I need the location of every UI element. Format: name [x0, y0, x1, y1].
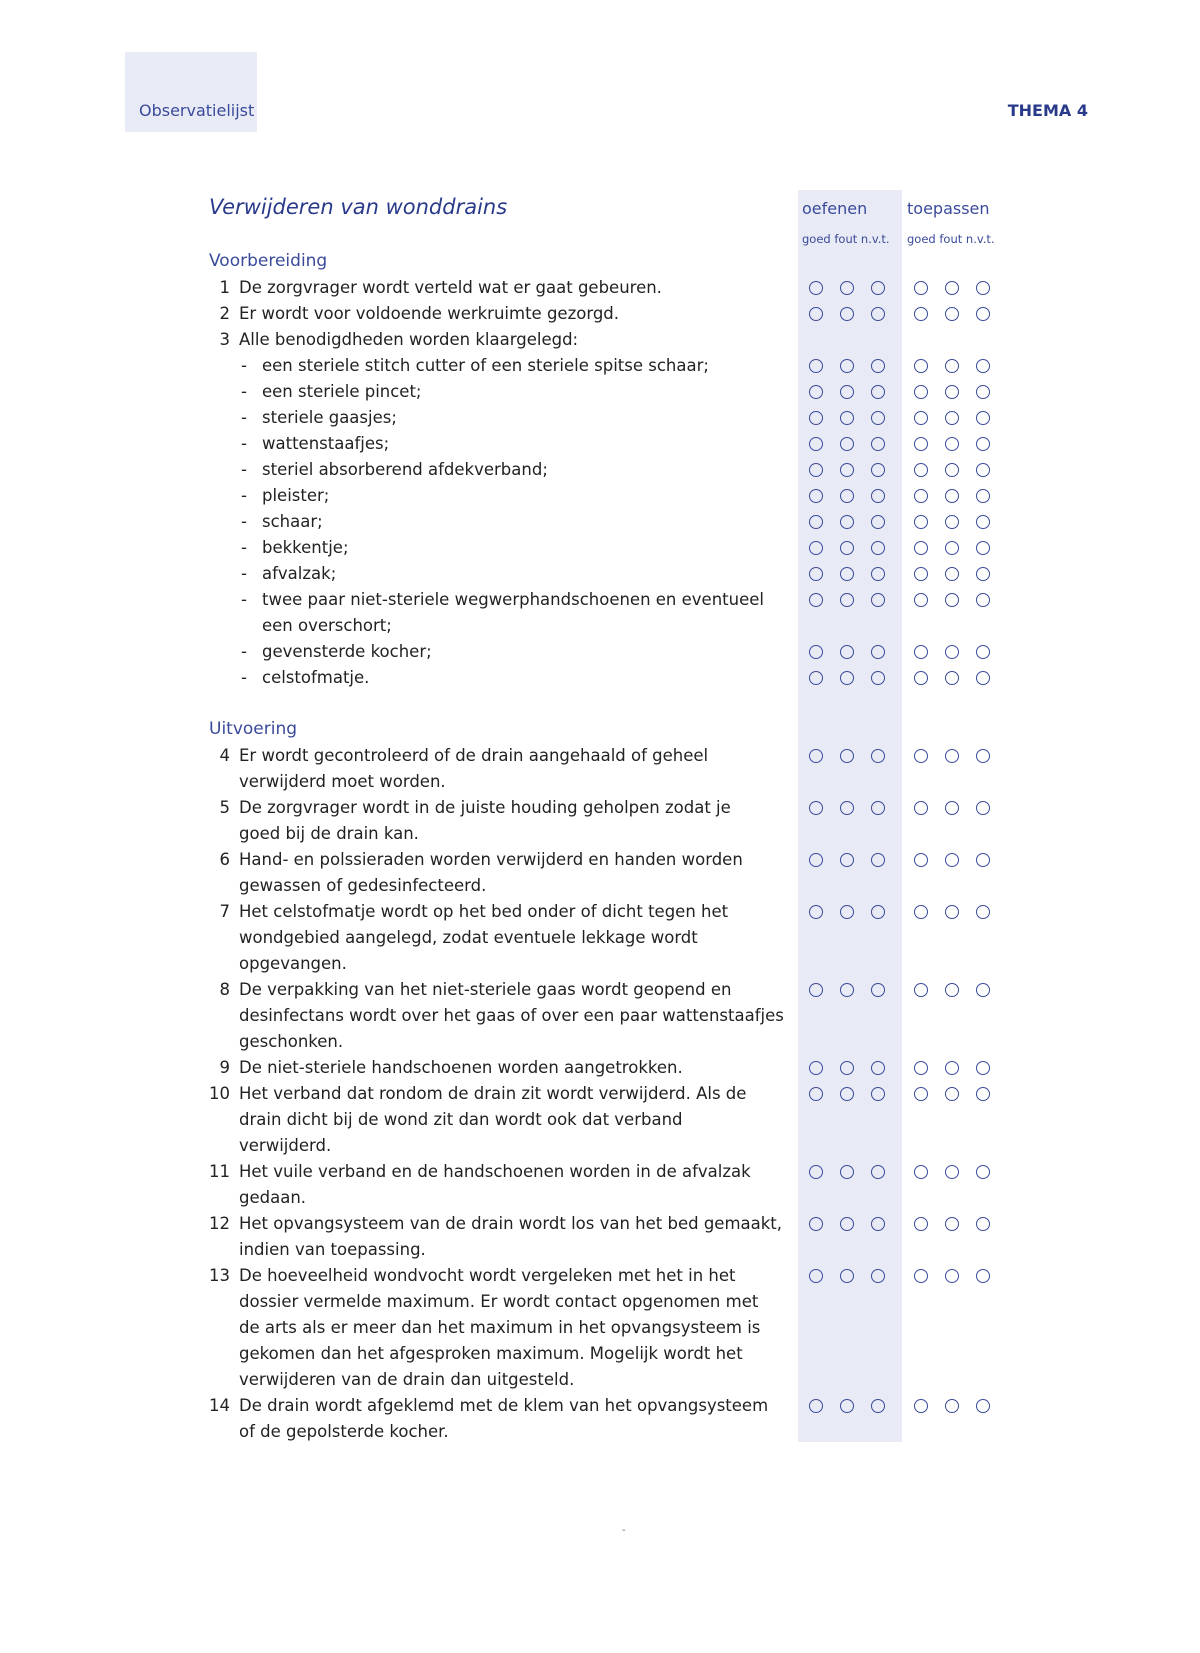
checklist-subitem [0, 509, 1200, 535]
bullet-dash: - [241, 642, 247, 661]
item-text: De hoeveelheid wondvocht wordt vergeleken met het in het dossier vermelde maximum. Er wordt contact opgenomen met de arts als er meer dan het maximum in het opvangsysteem is gekomen dan het afgesproken maximum. Mogelijk wordt het verwijderen van de drain dan uitgesteld. [239, 1266, 761, 1389]
page-title: Verwijderen van wonddrains [209, 195, 508, 219]
radio-toepassen-nvt[interactable] [976, 515, 990, 529]
radio-oefenen-fout[interactable] [840, 983, 854, 997]
checklist-item-13 [0, 1263, 1200, 1393]
radio-oefenen-fout[interactable] [840, 1269, 854, 1283]
radio-toepassen-fout[interactable] [945, 801, 959, 815]
radio-oefenen-nvt[interactable] [871, 437, 885, 451]
radio-toepassen-nvt[interactable] [976, 983, 990, 997]
radio-toepassen-fout[interactable] [945, 437, 959, 451]
radio-oefenen-fout[interactable] [840, 281, 854, 295]
checklist-subitem [0, 457, 1200, 483]
radio-toepassen-nvt[interactable] [976, 359, 990, 373]
item-text: Alle benodigdheden worden klaargelegd: [239, 330, 579, 349]
bullet-dash: - [241, 408, 247, 427]
radio-oefenen-fout[interactable] [840, 437, 854, 451]
header-tab-label: Observatielijst [139, 101, 255, 120]
item-number: 9 [219, 1058, 230, 1077]
item-text: steriele gaasjes; [262, 408, 397, 427]
radio-oefenen-fout[interactable] [840, 671, 854, 685]
column-subheads-toepassen: goed fout n.v.t. [907, 232, 995, 246]
item-text: steriel absorberend afdekverband; [262, 460, 548, 479]
radio-oefenen-fout[interactable] [840, 645, 854, 659]
radio-toepassen-goed[interactable] [914, 437, 928, 451]
radio-toepassen-nvt[interactable] [976, 385, 990, 399]
radio-oefenen-goed[interactable] [809, 411, 823, 425]
checklist-subitem [0, 353, 1200, 379]
radio-oefenen-fout[interactable] [840, 1399, 854, 1413]
radio-toepassen-goed[interactable] [914, 489, 928, 503]
item-number: 13 [209, 1266, 230, 1285]
section-heading: Voorbereiding [209, 251, 328, 271]
radio-oefenen-nvt[interactable] [871, 463, 885, 477]
checklist-item-7 [0, 899, 1200, 977]
radio-toepassen-nvt[interactable] [976, 593, 990, 607]
checklist-subitem [0, 379, 1200, 405]
radio-oefenen-goed[interactable] [809, 1165, 823, 1179]
radio-toepassen-goed[interactable] [914, 385, 928, 399]
radio-toepassen-goed[interactable] [914, 1269, 928, 1283]
radio-oefenen-goed[interactable] [809, 463, 823, 477]
radio-toepassen-goed[interactable] [914, 1061, 928, 1075]
radio-oefenen-goed[interactable] [809, 385, 823, 399]
bullet-dash: - [241, 590, 247, 609]
footer-mark: - [622, 1525, 626, 1536]
item-text: Er wordt voor voldoende werkruimte gezorgd. [239, 304, 620, 323]
radio-oefenen-fout[interactable] [840, 307, 854, 321]
radio-oefenen-fout[interactable] [840, 1165, 854, 1179]
radio-toepassen-goed[interactable] [914, 1165, 928, 1179]
radio-oefenen-fout[interactable] [840, 463, 854, 477]
item-text: schaar; [262, 512, 323, 531]
radio-toepassen-goed[interactable] [914, 307, 928, 321]
radio-toepassen-goed[interactable] [914, 1399, 928, 1413]
checklist-item-1 [0, 275, 1200, 301]
radio-oefenen-fout[interactable] [840, 385, 854, 399]
radio-toepassen-fout[interactable] [945, 567, 959, 581]
item-number: 11 [209, 1162, 230, 1181]
radio-oefenen-nvt[interactable] [871, 1087, 885, 1101]
radio-oefenen-nvt[interactable] [871, 359, 885, 373]
radio-toepassen-fout[interactable] [945, 749, 959, 763]
item-number: 12 [209, 1214, 230, 1233]
radio-oefenen-goed[interactable] [809, 645, 823, 659]
item-number: 14 [209, 1396, 230, 1415]
checklist-item-11 [0, 1159, 1200, 1211]
radio-oefenen-goed[interactable] [809, 1399, 823, 1413]
checklist-item-4 [0, 743, 1200, 795]
bullet-dash: - [241, 486, 247, 505]
bullet-dash: - [241, 512, 247, 531]
item-text: Hand- en polssieraden worden verwijderd en handen worden gewassen of gedesinfecteerd. [239, 850, 743, 895]
item-text: celstofmatje. [262, 668, 370, 687]
radio-toepassen-goed[interactable] [914, 281, 928, 295]
radio-toepassen-nvt[interactable] [976, 411, 990, 425]
radio-toepassen-nvt[interactable] [976, 1087, 990, 1101]
radio-toepassen-fout[interactable] [945, 515, 959, 529]
radio-oefenen-goed[interactable] [809, 489, 823, 503]
radio-oefenen-fout[interactable] [840, 801, 854, 815]
bullet-dash: - [241, 434, 247, 453]
radio-toepassen-nvt[interactable] [976, 1061, 990, 1075]
radio-toepassen-nvt[interactable] [976, 645, 990, 659]
radio-oefenen-fout[interactable] [840, 853, 854, 867]
item-number: 3 [219, 330, 230, 349]
radio-toepassen-fout[interactable] [945, 645, 959, 659]
item-text: pleister; [262, 486, 330, 505]
radio-toepassen-goed[interactable] [914, 645, 928, 659]
checklist-subitem [0, 483, 1200, 509]
radio-oefenen-fout[interactable] [840, 1087, 854, 1101]
radio-toepassen-goed[interactable] [914, 983, 928, 997]
radio-oefenen-nvt[interactable] [871, 1217, 885, 1231]
radio-toepassen-nvt[interactable] [976, 671, 990, 685]
checklist-subitem [0, 639, 1200, 665]
radio-toepassen-nvt[interactable] [976, 437, 990, 451]
header-tab [125, 52, 257, 132]
item-text: een steriele pincet; [262, 382, 422, 401]
radio-oefenen-goed[interactable] [809, 541, 823, 555]
checklist-item-14 [0, 1393, 1200, 1445]
radio-toepassen-goed[interactable] [914, 905, 928, 919]
radio-toepassen-fout[interactable] [945, 385, 959, 399]
radio-oefenen-nvt[interactable] [871, 983, 885, 997]
item-number: 10 [209, 1084, 230, 1103]
radio-toepassen-nvt[interactable] [976, 1399, 990, 1413]
radio-oefenen-goed[interactable] [809, 983, 823, 997]
item-text: Het verband dat rondom de drain zit wordt verwijderd. Als de drain dicht bij de wond zit dan wordt ook dat verband verwijderd. [239, 1084, 747, 1155]
radio-toepassen-goed[interactable] [914, 463, 928, 477]
item-text: Het vuile verband en de handschoenen worden in de afvalzak gedaan. [239, 1162, 751, 1207]
column-subheads-oefenen: goed fout n.v.t. [802, 232, 890, 246]
radio-oefenen-nvt[interactable] [871, 515, 885, 529]
radio-toepassen-nvt[interactable] [976, 307, 990, 321]
radio-oefenen-nvt[interactable] [871, 905, 885, 919]
radio-oefenen-goed[interactable] [809, 359, 823, 373]
section-heading: Uitvoering [209, 719, 298, 739]
radio-toepassen-nvt[interactable] [976, 905, 990, 919]
radio-toepassen-fout[interactable] [945, 593, 959, 607]
item-number: 7 [219, 902, 230, 921]
radio-oefenen-nvt[interactable] [871, 281, 885, 295]
checklist-item-10 [0, 1081, 1200, 1159]
radio-toepassen-goed[interactable] [914, 801, 928, 815]
column-group-oefenen: oefenen [802, 199, 868, 218]
radio-toepassen-goed[interactable] [914, 853, 928, 867]
checklist-item-5 [0, 795, 1200, 847]
item-number: 4 [219, 746, 230, 765]
radio-oefenen-goed[interactable] [809, 1087, 823, 1101]
item-number: 1 [219, 278, 230, 297]
checklist-subitem [0, 535, 1200, 561]
radio-oefenen-fout[interactable] [840, 541, 854, 555]
item-text: De niet-steriele handschoenen worden aangetrokken. [239, 1058, 683, 1077]
radio-oefenen-nvt[interactable] [871, 1269, 885, 1283]
checklist-subitem [0, 561, 1200, 587]
checklist-subitem [0, 665, 1200, 691]
radio-toepassen-fout[interactable] [945, 905, 959, 919]
radio-oefenen-goed[interactable] [809, 515, 823, 529]
radio-oefenen-nvt[interactable] [871, 671, 885, 685]
radio-toepassen-nvt[interactable] [976, 281, 990, 295]
item-number: 8 [219, 980, 230, 999]
radio-toepassen-goed[interactable] [914, 749, 928, 763]
radio-toepassen-fout[interactable] [945, 463, 959, 477]
radio-toepassen-fout[interactable] [945, 307, 959, 321]
item-text: De zorgvrager wordt verteld wat er gaat gebeuren. [239, 278, 662, 297]
radio-oefenen-goed[interactable] [809, 437, 823, 451]
radio-toepassen-fout[interactable] [945, 1087, 959, 1101]
item-text: De zorgvrager wordt in de juiste houding geholpen zodat je goed bij de drain kan. [239, 798, 731, 843]
radio-toepassen-goed[interactable] [914, 567, 928, 581]
radio-oefenen-goed[interactable] [809, 1217, 823, 1231]
item-text: Er wordt gecontroleerd of de drain aangehaald of geheel verwijderd moet worden. [239, 746, 709, 791]
radio-oefenen-goed[interactable] [809, 567, 823, 581]
item-text: De drain wordt afgeklemd met de klem van het opvangsysteem of de gepolsterde kocher. [239, 1396, 769, 1441]
radio-oefenen-nvt[interactable] [871, 1399, 885, 1413]
radio-oefenen-goed[interactable] [809, 1269, 823, 1283]
radio-toepassen-fout[interactable] [945, 1269, 959, 1283]
bullet-dash: - [241, 356, 247, 375]
radio-toepassen-nvt[interactable] [976, 853, 990, 867]
radio-toepassen-goed[interactable] [914, 541, 928, 555]
radio-toepassen-fout[interactable] [945, 983, 959, 997]
radio-oefenen-nvt[interactable] [871, 1061, 885, 1075]
radio-toepassen-goed[interactable] [914, 515, 928, 529]
radio-oefenen-goed[interactable] [809, 801, 823, 815]
radio-oefenen-nvt[interactable] [871, 385, 885, 399]
radio-toepassen-fout[interactable] [945, 541, 959, 555]
radio-toepassen-goed[interactable] [914, 671, 928, 685]
radio-oefenen-goed[interactable] [809, 307, 823, 321]
bullet-dash: - [241, 382, 247, 401]
radio-oefenen-nvt[interactable] [871, 801, 885, 815]
radio-oefenen-goed[interactable] [809, 1061, 823, 1075]
radio-oefenen-fout[interactable] [840, 567, 854, 581]
radio-toepassen-goed[interactable] [914, 359, 928, 373]
checklist-item-8 [0, 977, 1200, 1055]
radio-oefenen-nvt[interactable] [871, 307, 885, 321]
radio-oefenen-nvt[interactable] [871, 489, 885, 503]
item-text: twee paar niet-steriele wegwerphandschoenen en eventueel een overschort; [262, 590, 764, 635]
radio-toepassen-fout[interactable] [945, 359, 959, 373]
item-text: bekkentje; [262, 538, 349, 557]
radio-oefenen-nvt[interactable] [871, 1165, 885, 1179]
radio-toepassen-nvt[interactable] [976, 1269, 990, 1283]
radio-toepassen-goed[interactable] [914, 1087, 928, 1101]
bullet-dash: - [241, 460, 247, 479]
radio-oefenen-fout[interactable] [840, 1217, 854, 1231]
radio-oefenen-nvt[interactable] [871, 593, 885, 607]
radio-toepassen-fout[interactable] [945, 671, 959, 685]
radio-toepassen-fout[interactable] [945, 1217, 959, 1231]
radio-toepassen-nvt[interactable] [976, 567, 990, 581]
bullet-dash: - [241, 564, 247, 583]
radio-toepassen-fout[interactable] [945, 853, 959, 867]
radio-oefenen-goed[interactable] [809, 749, 823, 763]
radio-oefenen-goed[interactable] [809, 853, 823, 867]
radio-oefenen-goed[interactable] [809, 905, 823, 919]
item-text: wattenstaafjes; [262, 434, 390, 453]
radio-toepassen-nvt[interactable] [976, 463, 990, 477]
checklist-subitem [0, 587, 1200, 639]
radio-toepassen-goed[interactable] [914, 411, 928, 425]
checklist-item-6 [0, 847, 1200, 899]
radio-oefenen-nvt[interactable] [871, 541, 885, 555]
item-text: gevensterde kocher; [262, 642, 432, 661]
radio-toepassen-nvt[interactable] [976, 1165, 990, 1179]
item-text: Het opvangsysteem van de drain wordt los van het bed gemaakt, indien van toepassing. [239, 1214, 783, 1259]
checklist-subitem [0, 405, 1200, 431]
radio-oefenen-fout[interactable] [840, 905, 854, 919]
radio-oefenen-nvt[interactable] [871, 645, 885, 659]
item-text: Het celstofmatje wordt op het bed onder of dicht tegen het wondgebied aangelegd, zodat eventuele lekkage wordt opgevangen. [239, 902, 729, 973]
radio-toepassen-goed[interactable] [914, 1217, 928, 1231]
radio-oefenen-fout[interactable] [840, 411, 854, 425]
radio-oefenen-nvt[interactable] [871, 749, 885, 763]
thema-label: THEMA 4 [1007, 101, 1088, 120]
radio-toepassen-fout[interactable] [945, 489, 959, 503]
radio-toepassen-fout[interactable] [945, 1165, 959, 1179]
radio-oefenen-fout[interactable] [840, 1061, 854, 1075]
radio-oefenen-goed[interactable] [809, 593, 823, 607]
checklist-subitem [0, 431, 1200, 457]
item-text: De verpakking van het niet-steriele gaas wordt geopend en desinfectans wordt over het gaas of over een paar wattenstaafjes geschonken. [239, 980, 784, 1051]
radio-toepassen-fout[interactable] [945, 1399, 959, 1413]
radio-oefenen-fout[interactable] [840, 593, 854, 607]
radio-toepassen-fout[interactable] [945, 1061, 959, 1075]
item-number: 2 [219, 304, 230, 323]
checklist-item-2 [0, 301, 1200, 327]
radio-toepassen-nvt[interactable] [976, 541, 990, 555]
radio-oefenen-fout[interactable] [840, 489, 854, 503]
radio-oefenen-fout[interactable] [840, 359, 854, 373]
column-group-toepassen: toepassen [907, 199, 990, 218]
radio-toepassen-fout[interactable] [945, 281, 959, 295]
radio-oefenen-nvt[interactable] [871, 411, 885, 425]
radio-toepassen-goed[interactable] [914, 593, 928, 607]
checklist-item-9 [0, 1055, 1200, 1081]
bullet-dash: - [241, 668, 247, 687]
radio-oefenen-fout[interactable] [840, 515, 854, 529]
item-text: een steriele stitch cutter of een steriele spitse schaar; [262, 356, 709, 375]
checklist-item-3 [0, 327, 1200, 353]
radio-oefenen-goed[interactable] [809, 281, 823, 295]
checklist-item-12 [0, 1211, 1200, 1263]
radio-toepassen-nvt[interactable] [976, 801, 990, 815]
radio-toepassen-nvt[interactable] [976, 749, 990, 763]
item-text: afvalzak; [262, 564, 337, 583]
radio-toepassen-nvt[interactable] [976, 1217, 990, 1231]
radio-toepassen-fout[interactable] [945, 411, 959, 425]
radio-oefenen-nvt[interactable] [871, 853, 885, 867]
item-number: 6 [219, 850, 230, 869]
bullet-dash: - [241, 538, 247, 557]
radio-oefenen-nvt[interactable] [871, 567, 885, 581]
radio-oefenen-fout[interactable] [840, 749, 854, 763]
radio-oefenen-goed[interactable] [809, 671, 823, 685]
radio-toepassen-nvt[interactable] [976, 489, 990, 503]
item-number: 5 [219, 798, 230, 817]
